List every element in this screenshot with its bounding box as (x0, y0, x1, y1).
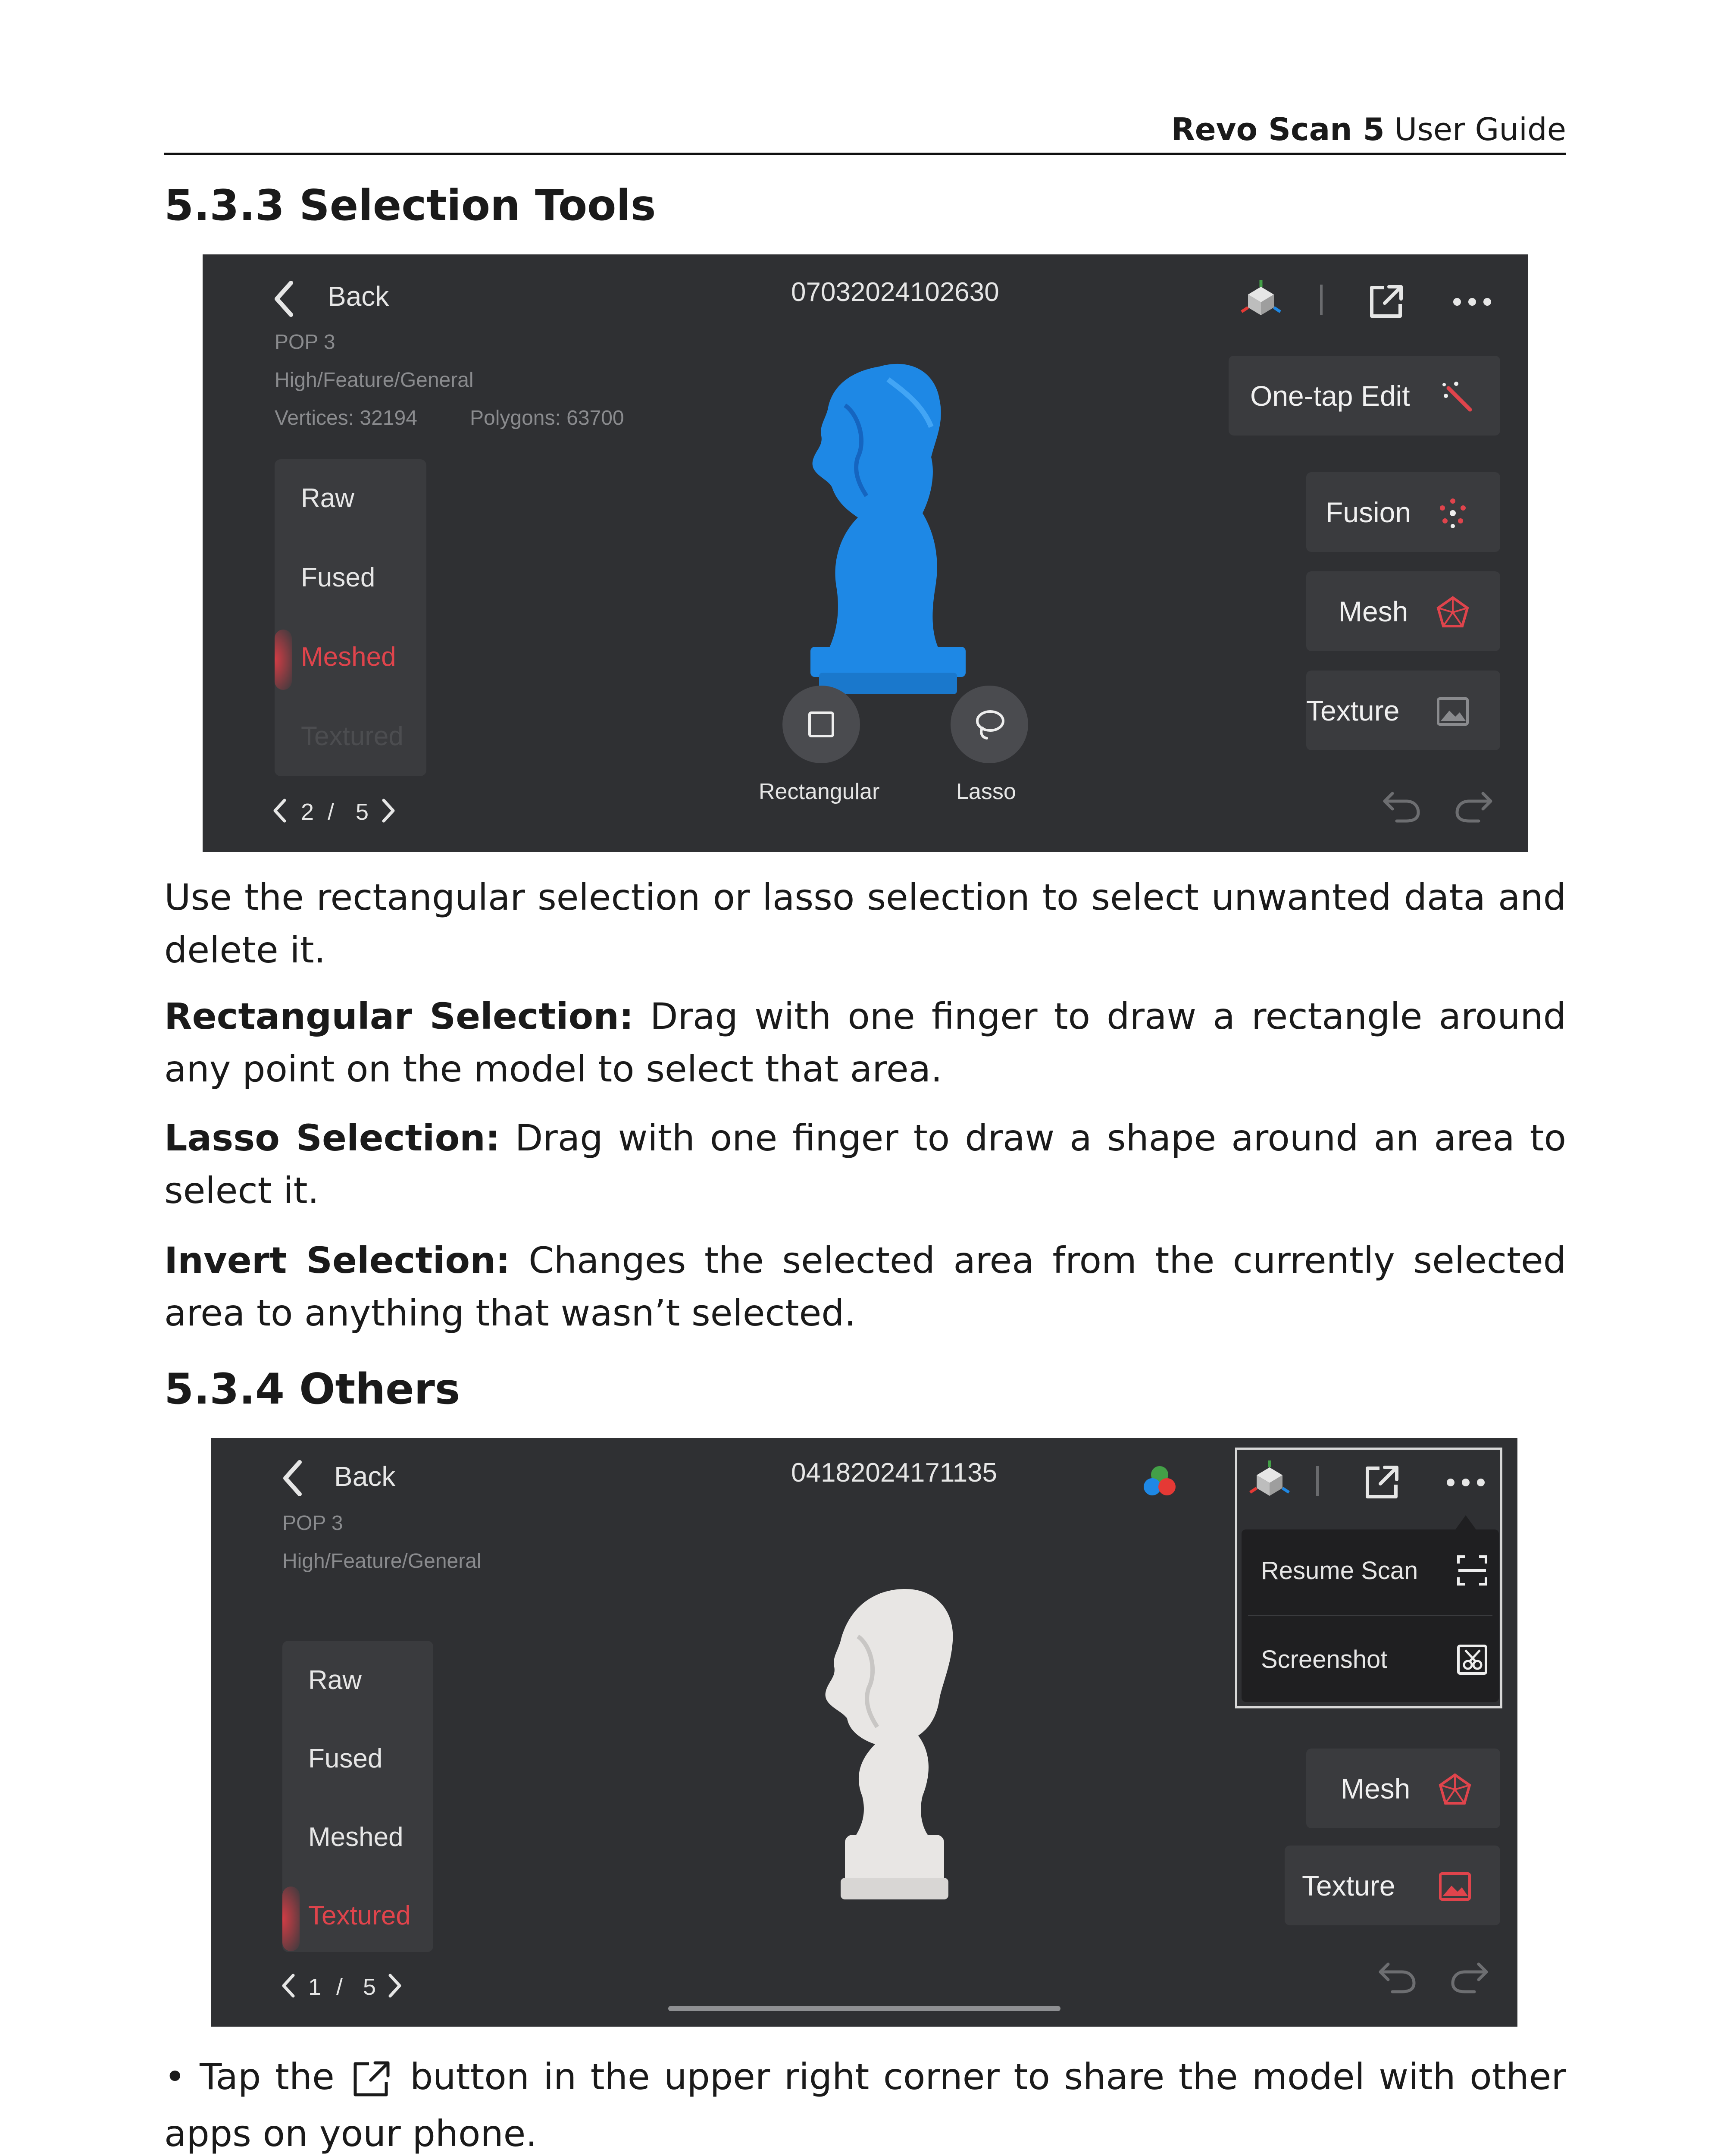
pager-current: 2 (301, 799, 314, 825)
mesh-label: Mesh (1341, 1773, 1411, 1805)
lasso-selection-term: Lasso Selection: (164, 1117, 500, 1159)
texture-label: Texture (1302, 1870, 1395, 1902)
scan-model-blue (793, 354, 992, 711)
data-type-meshed[interactable]: Meshed (301, 642, 396, 672)
toolbar-divider (1316, 1466, 1319, 1496)
lasso-icon (972, 707, 1007, 742)
rectangular-selection-text: Drag with one finger to draw a rectangle around any point on the model to select that area. (164, 995, 1566, 1090)
polygons-count: Polygons: 63700 (470, 407, 624, 429)
pager-separator: / (336, 1974, 343, 2000)
mesh-label: Mesh (1339, 595, 1408, 627)
share-bullet (164, 2048, 1566, 2156)
data-type-raw[interactable]: Raw (301, 483, 355, 513)
back-chevron-icon[interactable] (280, 1459, 306, 1498)
scan-file-id: 07032024102630 (791, 277, 999, 307)
menu-resume-scan[interactable]: Resume Scan (1261, 1557, 1418, 1585)
undo-icon[interactable] (1379, 785, 1423, 824)
pager-total: 5 (363, 1974, 376, 2000)
data-type-fused[interactable]: Fused (308, 1744, 383, 1774)
scan-mode: High/Feature/General (282, 1550, 482, 1573)
scan-model-white (802, 1580, 987, 1917)
fusion-button[interactable] (1306, 472, 1500, 552)
pager-prev-icon[interactable] (280, 1973, 297, 1999)
menu-screenshot[interactable]: Screenshot (1261, 1645, 1388, 1673)
header-suffix: User Guide (1394, 111, 1566, 147)
data-type-fused[interactable]: Fused (301, 563, 375, 592)
share-icon[interactable] (1367, 282, 1405, 321)
data-type-textured[interactable]: Textured (301, 721, 404, 751)
lasso-selection-desc (164, 1112, 1566, 1217)
fusion-label: Fusion (1326, 496, 1411, 528)
texture-label: Texture (1306, 695, 1400, 727)
lasso-selection-text: Drag with one finger to draw a shape around an area to select it. (164, 1117, 1567, 1212)
data-type-meshed[interactable]: Meshed (308, 1822, 404, 1852)
texture-icon (1436, 694, 1470, 729)
menu-divider (1248, 1615, 1492, 1616)
screenshot-icon (1455, 1642, 1489, 1677)
pager-total: 5 (356, 799, 369, 825)
active-indicator (275, 630, 292, 690)
invert-selection-text: Changes the selected area from the currently selected area to anything that wasn’t selected. (164, 1239, 1566, 1334)
running-header (1171, 111, 1566, 147)
texture-button[interactable] (1285, 1846, 1500, 1925)
undo-icon[interactable] (1375, 1955, 1418, 1994)
selection-intro: Use the rectangular selection or lasso selection to select unwanted data and delete it. (164, 876, 1566, 971)
invert-selection-desc (164, 1234, 1566, 1339)
mesh-button[interactable] (1306, 571, 1500, 651)
magic-wand-icon (1440, 379, 1474, 414)
home-indicator (668, 2006, 1060, 2011)
mesh-button[interactable] (1306, 1749, 1500, 1828)
active-indicator (282, 1887, 300, 1951)
scan-file-id: 04182024171135 (791, 1458, 998, 1488)
lasso-tool-label: Lasso (956, 779, 1016, 804)
back-chevron-icon[interactable] (272, 279, 297, 318)
redo-icon[interactable] (1453, 785, 1496, 824)
share-icon[interactable] (1362, 1463, 1401, 1502)
dropdown-caret (1453, 1514, 1479, 1531)
rectangle-select-icon (806, 709, 836, 740)
data-type-textured[interactable]: Textured (308, 1901, 411, 1930)
back-button[interactable]: Back (328, 281, 389, 312)
section-title-selection-tools: 5.3.3 Selection Tools (164, 181, 656, 230)
more-icon[interactable] (1444, 1474, 1487, 1491)
pager-next-icon[interactable] (379, 798, 397, 824)
more-menu (1242, 1529, 1499, 1702)
axis-view-icon[interactable] (1237, 278, 1285, 321)
mesh-icon (1436, 595, 1470, 630)
pager-next-icon[interactable] (386, 1973, 403, 1999)
axis-view-icon[interactable] (1246, 1459, 1293, 1502)
screenshot-selection-tools (203, 254, 1528, 852)
fusion-icon (1436, 496, 1470, 530)
device-name: POP 3 (275, 331, 335, 354)
scan-mode: High/Feature/General (275, 369, 474, 392)
share-icon (348, 2058, 396, 2101)
one-tap-edit-label: One-tap Edit (1250, 380, 1410, 412)
resume-scan-icon (1455, 1553, 1489, 1588)
rectangular-selection-term: Rectangular Selection: (164, 995, 634, 1037)
header-product: Revo Scan 5 (1171, 111, 1385, 147)
more-icon[interactable] (1451, 293, 1494, 310)
screenshot-others (211, 1438, 1517, 2027)
back-button[interactable]: Back (334, 1461, 396, 1492)
header-rule (164, 153, 1566, 155)
pager-separator: / (328, 799, 335, 825)
toolbar-divider (1320, 285, 1323, 315)
rectangular-tool-label: Rectangular (759, 779, 880, 804)
vertices-count: Vertices: 32194 (275, 407, 417, 429)
rectangular-selection-desc (164, 990, 1566, 1095)
share-bullet-prefix: • Tap the (164, 2056, 335, 2098)
device-name: POP 3 (282, 1512, 343, 1535)
redo-icon[interactable] (1448, 1955, 1492, 1994)
texture-button[interactable] (1306, 671, 1500, 750)
section-title-others: 5.3.4 Others (164, 1365, 460, 1414)
color-mode-icon[interactable] (1140, 1462, 1179, 1501)
invert-selection-term: Invert Selection: (164, 1239, 510, 1282)
data-type-raw[interactable]: Raw (308, 1665, 362, 1695)
one-tap-edit-button[interactable] (1229, 356, 1500, 436)
share-bullet-suffix: button in the upper right corner to share the model with other apps on your phone. (164, 2056, 1567, 2155)
texture-icon (1438, 1869, 1472, 1904)
mesh-icon (1438, 1772, 1472, 1807)
pager-current: 1 (308, 1974, 322, 2000)
pager-prev-icon[interactable] (272, 798, 289, 824)
